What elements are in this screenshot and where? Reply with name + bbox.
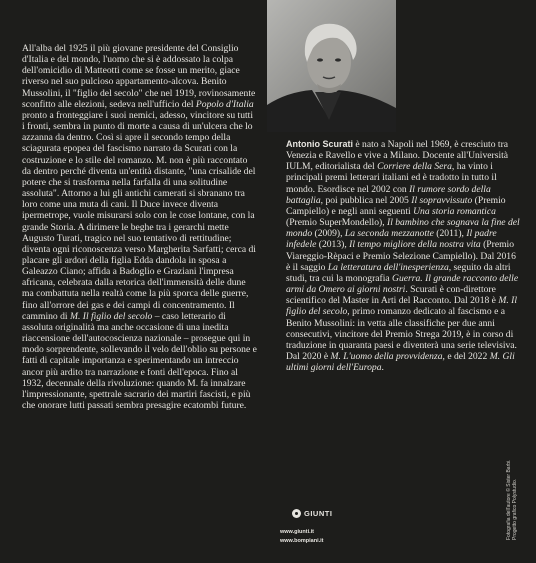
publisher-url[interactable]: www.bompiani.it (280, 538, 324, 544)
italic-title: M. Il figlio del secolo (286, 295, 517, 318)
publisher-logo (292, 509, 332, 518)
italic-title: Una storia romantica (413, 205, 496, 217)
italic-title: M. L'uomo della provvidenza (330, 350, 443, 362)
text-segment: . Scurati è con-direttore scientifico del Master in Arti del Racconto. Dal 2018 è (286, 284, 499, 307)
text-segment: , ha vinto i principali premi letterari italiani ed è tradotto in tutto il mondo. Esordisce nel 2002 con (286, 161, 497, 195)
author-photo (267, 0, 396, 132)
text-segment: (2013), (316, 239, 350, 251)
italic-title: Il padre infedele (286, 228, 497, 251)
italic-title: Il rumore sordo della battaglia (286, 183, 491, 206)
design-credit-line: Progetto grafico Polystudio. (512, 478, 518, 540)
italic-title: Popolo d'Italia (195, 98, 254, 110)
author-portrait-image (267, 0, 396, 132)
italic-title: La letteratura dell'inesperienza (327, 261, 449, 273)
italic-title: Il tempo migliore della nostra vita (349, 239, 481, 251)
text-segment: – caso letterario di assoluta originalità ma anche occasione di una inedita riaccensione dell'autocoscienza nazionale – prosegue qui in modo sorprendente, sollevando il velo dell'oblio su persone e fatti di capitale importanza e sperimentando un intreccio ancor più ardito tra narrazione e fonti dell'epoca. Fino al 1932, decennale della rivoluzione: quando M. fa innalzare l'impressionante, spettrale sacrario dei martiri fascisti, e più che onorare lutti passati sembra presagire ecatombi future. (22, 310, 257, 411)
author-bio (286, 139, 522, 373)
italic-title: M. Il figlio del secolo (69, 310, 153, 322)
author-bio-body (286, 139, 520, 373)
synopsis-paragraph (22, 43, 258, 411)
photo-credit-line: Fotografia dell'autore © Sister Barbi. (506, 459, 512, 540)
publisher-urls (280, 528, 324, 546)
italic-title: Il sopravvissuto (411, 194, 473, 206)
italic-title: Il bambino che sognava la fine del mondo (286, 217, 520, 240)
author-bio-paragraph (286, 139, 522, 373)
publisher-logo-text: GIUNTI (304, 509, 333, 518)
text-segment: , seguito da altri studi, tra cui la monografia (286, 261, 511, 284)
synopsis-text (22, 43, 258, 411)
author-name: Antonio Scurati (286, 139, 353, 149)
text-segment: (Premio SuperMondello), (286, 217, 387, 229)
text-segment: è nato a Napoli nel 1969, è cresciuto tra Venezia e Ravello e vive a Milano. Docente all'Università IULM, editorialista del (286, 139, 509, 173)
publisher-url[interactable]: www.giunti.it (280, 529, 315, 535)
text-segment: , primo romanzo dedicato al fascismo e a Benito Mussolini: in vetta alle classifiche per due anni consecutivi, vincitore del Premio Strega 2019, è in corso di traduzione in quaranta paesi e diventerà una serie televisiva. Dal 2020 è (286, 306, 517, 362)
text-segment: (Premio Viareggio-Rèpaci e Premio Selezione Campiello). Dal 2016 è il saggio (286, 239, 516, 273)
italic-title: M. Gli ultimi giorni dell'Europa (286, 350, 515, 374)
text-segment: (2011), (433, 228, 467, 240)
italic-title: La seconda mezzanotte (344, 228, 434, 240)
text-segment: All'alba del 1925 il più giovane presidente del Consiglio d'Italia e del mondo, l'uomo che si è addossato la colpa dell'omicidio di Matteotti come se fosse un merito, giace riverso nel suo pulcioso appartamento-alcova. Benito Mussolini, il "figlio del secolo" che nel 1919, rovinosamente sconfitto alle elezioni, sedeva nell'ufficio del (22, 43, 256, 110)
text-segment: , poi pubblica nel 2005 (320, 194, 412, 206)
giunti-logo-icon (292, 509, 301, 518)
italic-title: Guerra. Il grande racconto delle armi da Omero ai giorni nostri (286, 272, 519, 296)
text-segment: , e del 2022 (442, 350, 490, 362)
italic-title: Corriere della Sera (377, 161, 452, 173)
photo-credit (506, 459, 518, 540)
text-segment: (Premio Campiello) e negli anni seguenti (286, 194, 506, 217)
text-segment: . (381, 362, 384, 374)
text-segment: pronto a fronteggiare i suoi nemici, adesso, vincitore su tutti i fronti, sembra in punto di morte a causa di un'ulcera che lo azzanna da dentro. Così si apre il secondo tempo della sciagurata epopea del fascismo narrato da Scurati con la costruzione e lo stile del romanzo. M. non è più raccontato da dentro perché diventa un'entità distante, "una crisalide del potere che si trasforma nella farfalla di una solitudine assoluta". Attorno a lui gli antichi camerati si sbranano tra loro come una muta di cani. Il Duce invece diventa ipermetrope, vuole misurarsi solo con le cose lontane, con la grande Storia. A dirimere le beghe tra i gerarchi mette Augusto Turati, tragico nel suo tentativo di rettitudine; diventa ogni riconoscenza verso Margherita Sarfatti; cerca di placare gli ardori della figlia Edda dandola in sposa a Galeazzo Ciano; affida a Badoglio e Graziani l'impresa africana, celebrata dalla retorica dell'immensità delle dune ma combattuta nella realtà come la più sporca delle guerre, fino all'orrore dei gas e dei campi di concentramento. Il cammino di (22, 109, 256, 322)
text-segment: (2009), (312, 228, 345, 240)
